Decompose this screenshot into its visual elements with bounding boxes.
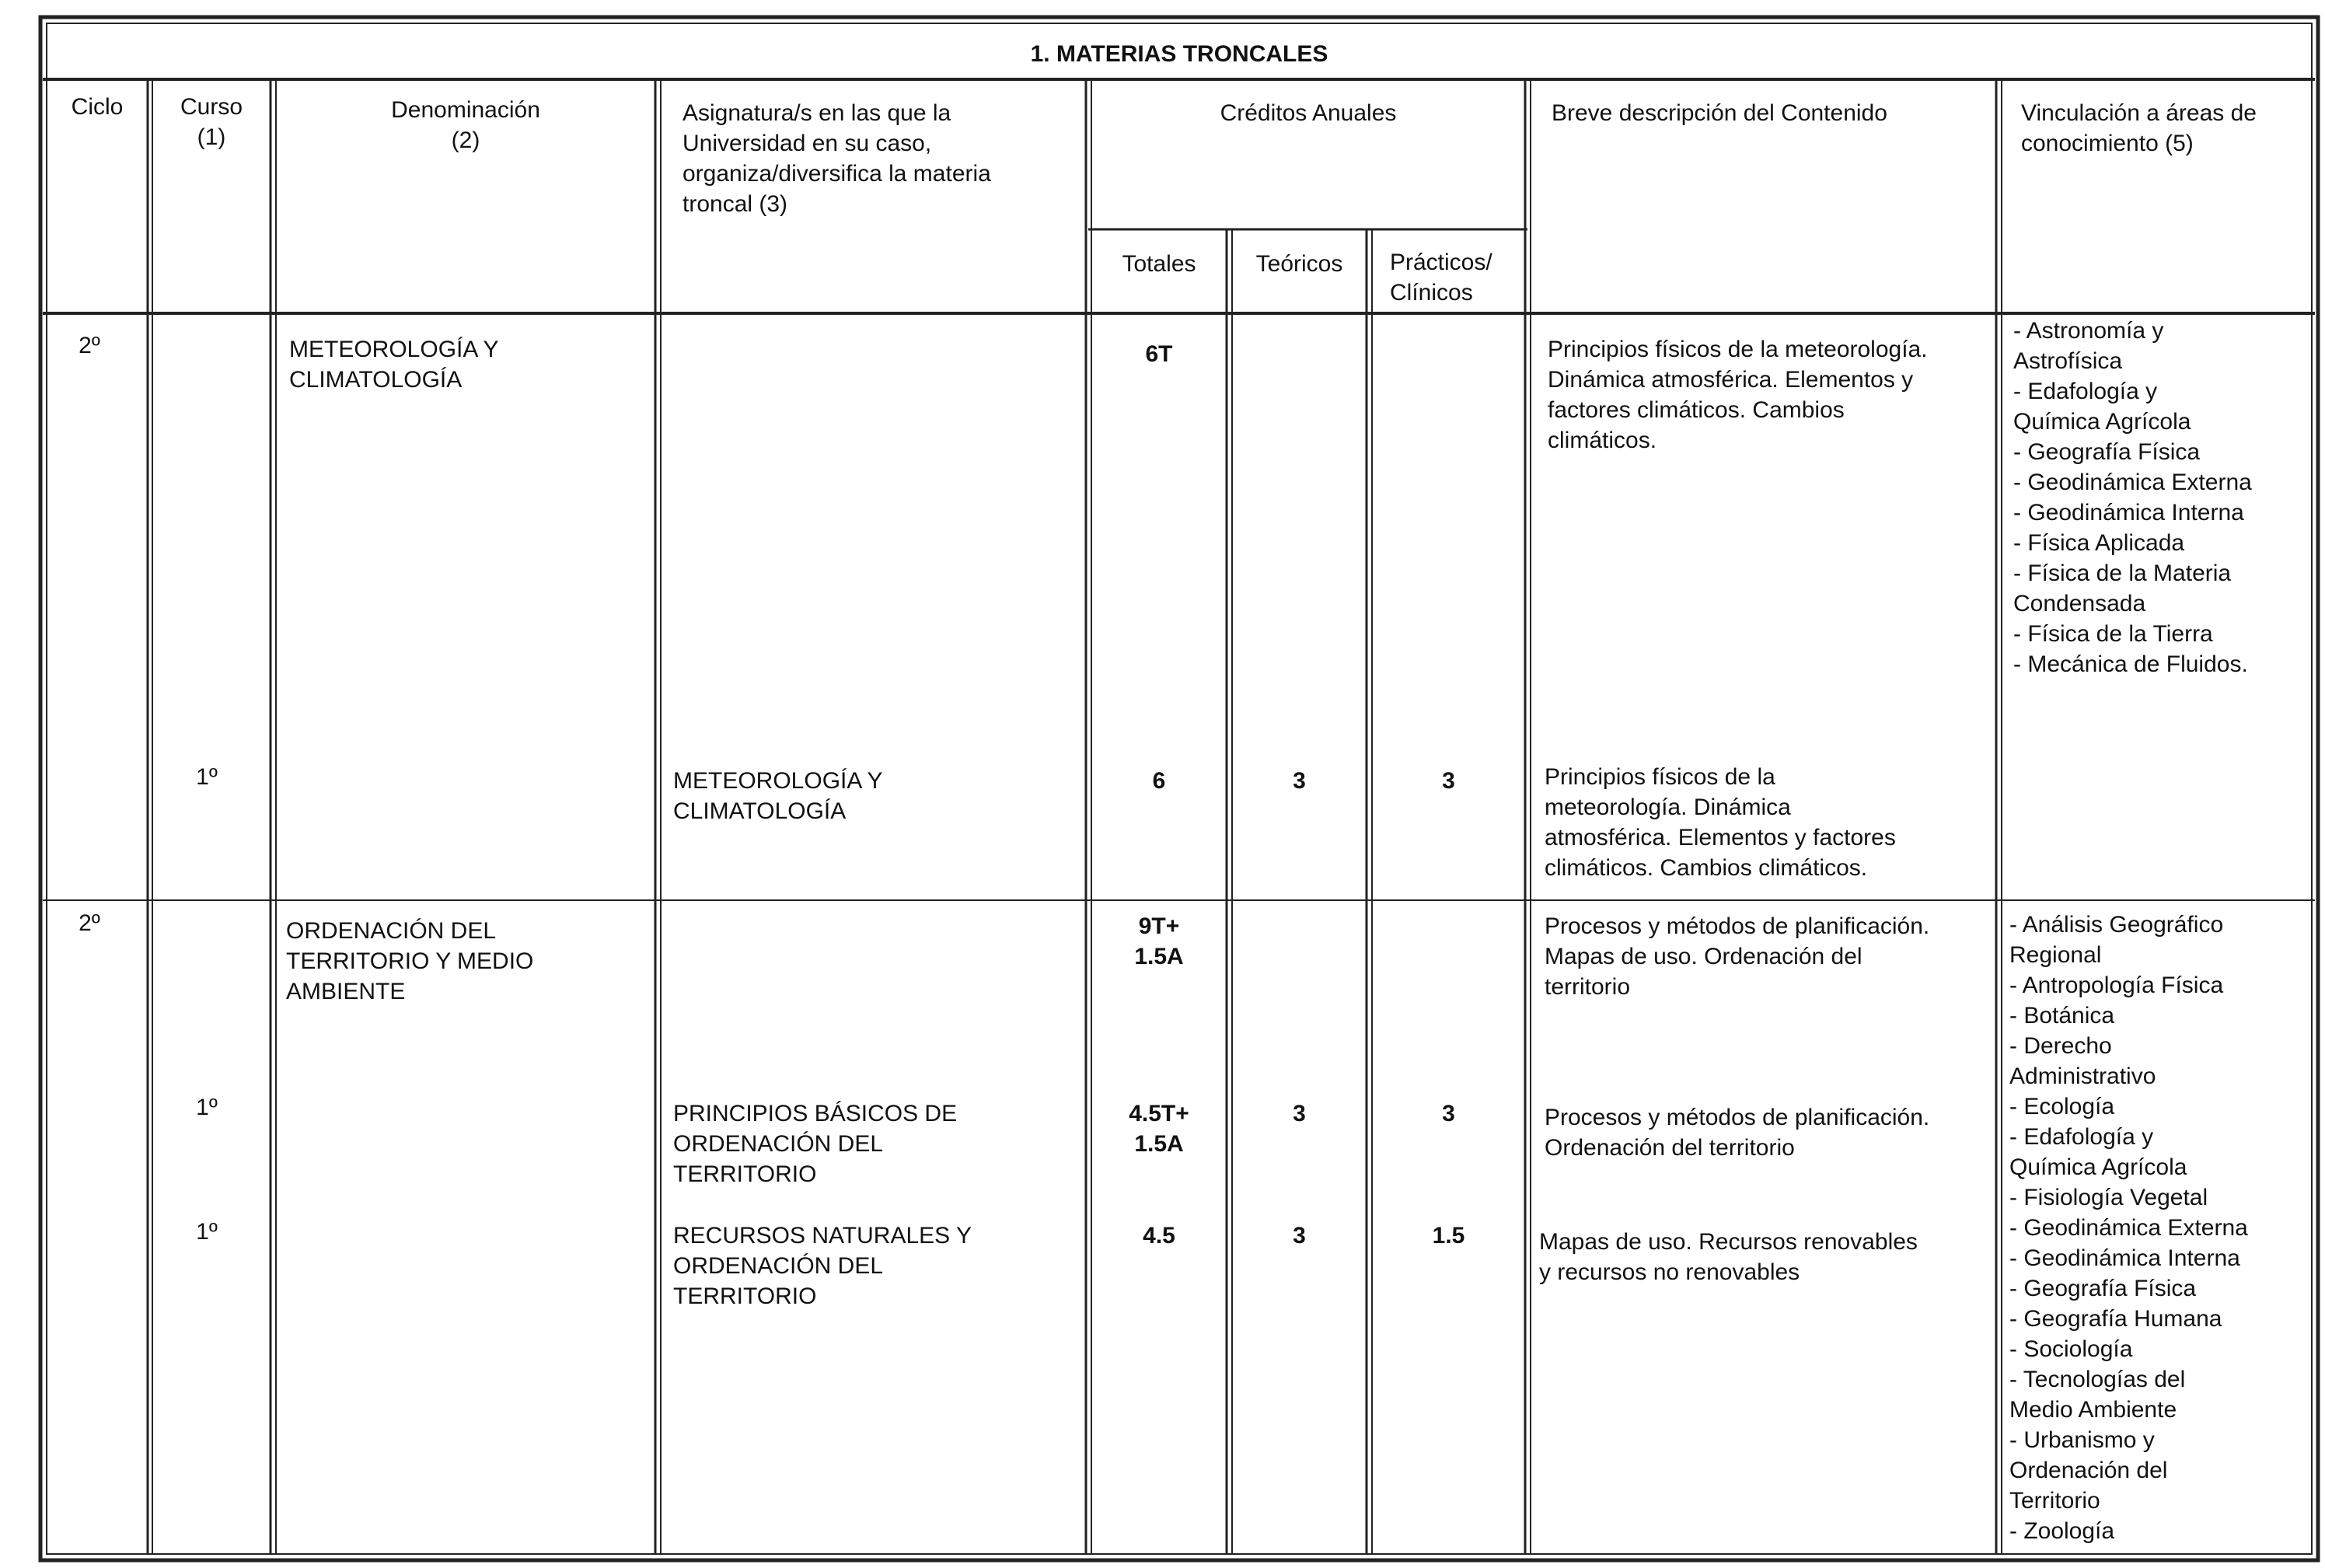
materia1-asignatura-practicos: 3 xyxy=(1442,768,1455,794)
materia1-totales: 6T xyxy=(1145,341,1173,367)
header-totales: Totales xyxy=(1122,251,1196,277)
materia2-asignatura1-nombre: PRINCIPIOS BÁSICOS DE ORDENACIÓN DEL TERRITORIO xyxy=(673,1101,958,1187)
materia1-asignatura-totales: 6 xyxy=(1152,768,1166,794)
header-practicos: Prácticos/ Clínicos xyxy=(1390,250,1492,306)
header-curso: Curso (1) xyxy=(180,94,243,150)
header-descripcion: Breve descripción del Contenido xyxy=(1552,100,1887,126)
materia1-asignatura-descripcion: Principios físicos de la meteorología. Dinámica atmosférica. Elementos y factores climáticos. Cambios climáticos. xyxy=(1545,764,1896,881)
materia2-asignatura2-totales: 4.5 xyxy=(1143,1223,1175,1248)
materia2-descripcion: Procesos y métodos de planificación. Mapas de uso. Ordenación del territorio xyxy=(1545,913,1930,1000)
header-vinculacion: Vinculación a áreas de conocimiento (5) xyxy=(2021,100,2257,156)
materia1-ciclo: 2º xyxy=(79,333,100,358)
materia2-ciclo: 2º xyxy=(79,910,100,936)
materia2-asignatura1-totales: 4.5T+ 1.5A xyxy=(1129,1101,1189,1157)
materia1-asignatura-curso: 1º xyxy=(196,764,218,790)
materia1-denominacion: METEOROLOGÍA Y CLIMATOLOGÍA xyxy=(289,337,499,393)
materia2-asignatura2-descripcion: Mapas de uso. Recursos renovables y recursos no renovables xyxy=(1539,1229,1918,1285)
materia2-asignatura2-curso: 1º xyxy=(196,1219,218,1245)
materia2-totales: 9T+ 1.5A xyxy=(1134,913,1184,969)
materia2-asignatura1-curso: 1º xyxy=(196,1095,218,1120)
header-asignaturas: Asignatura/s en las que la Universidad en su caso, organiza/diversifica la materia troncal (3) xyxy=(682,100,991,217)
materia2-asignatura1-descripcion: Procesos y métodos de planificación. Ordenación del territorio xyxy=(1545,1105,1930,1161)
materia1-descripcion: Principios físicos de la meteorología. Dinámica atmosférica. Elementos y factores climáticos. Cambios climáticos. xyxy=(1548,337,1928,453)
materia1-asignatura-nombre: METEOROLOGÍA Y CLIMATOLOGÍA xyxy=(673,768,883,824)
materia2-asignatura2-teoricos: 3 xyxy=(1293,1223,1306,1248)
materia2-areas: - Análisis Geográfico Regional - Antropología Física - Botánica - Derecho Administrativo - Ecología - Edafología y Química Agrícola - Fisiología Vegetal - Geodinámica Externa - Geodinámica Interna - Geografía Física - Geografía Humana - Sociología - Tecnologías del Medio Ambiente - Urbanismo y Ordenación del Territorio - Zoología xyxy=(2009,912,2248,1544)
header-creditos: Créditos Anuales xyxy=(1220,100,1397,126)
header-denominacion: Denominación (2) xyxy=(391,97,540,153)
materia1-asignatura-teoricos: 3 xyxy=(1293,768,1306,794)
table-title: 1. MATERIAS TRONCALES xyxy=(1030,41,1328,67)
materia2-asignatura1-teoricos: 3 xyxy=(1293,1101,1306,1126)
header-teoricos: Teóricos xyxy=(1255,251,1343,277)
materia2-asignatura2-practicos: 1.5 xyxy=(1432,1223,1465,1248)
materia1-areas: - Astronomía y Astrofísica - Edafología y Química Agrícola - Geografía Física - Geodinámica Externa - Geodinámica Interna - Física Aplicada - Física de la Materia Condensada - Física de la Tierra - Mecánica de Fluidos. xyxy=(2013,318,2252,677)
materia2-asignatura2-nombre: RECURSOS NATURALES Y ORDENACIÓN DEL TERRITORIO xyxy=(673,1223,972,1309)
header-ciclo: Ciclo xyxy=(71,94,124,120)
materia2-denominacion: ORDENACIÓN DEL TERRITORIO Y MEDIO AMBIENTE xyxy=(286,918,534,1004)
materia2-asignatura1-practicos: 3 xyxy=(1442,1101,1455,1126)
